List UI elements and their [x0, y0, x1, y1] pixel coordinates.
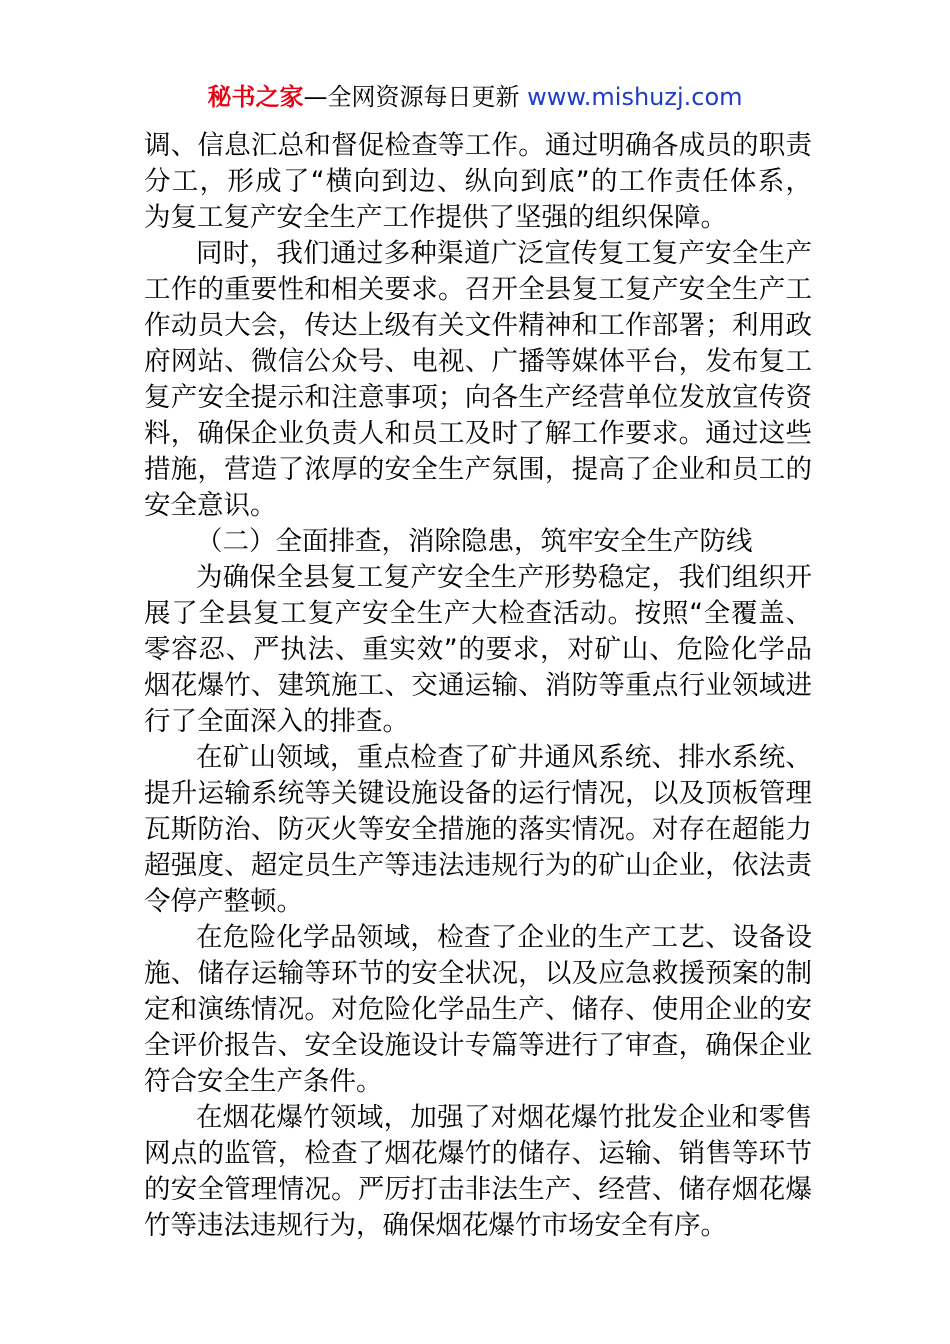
paragraph-start-line: 在危险化学品领域，检查了企业的生产工艺、设备设 [196, 922, 812, 953]
text-line: 府网站、微信公众号、电视、广播等媒体平台，发布复工 [144, 346, 812, 377]
document-body [144, 128, 812, 1244]
text-line: 措施，营造了浓厚的安全生产氛围，提高了企业和员工的 [144, 454, 812, 485]
text-line: 提升运输系统等关键设施设备的运行情况，以及顶板管理 [144, 778, 812, 809]
text-line: 复产安全提示和注意事项；向各生产经营单位发放宣传资 [144, 382, 812, 413]
text-line: 超强度、超定员生产等违法违规行为的矿山企业，依法责 [144, 850, 812, 881]
text-line: 定和演练情况。对危险化学品生产、储存、使用企业的安 [144, 994, 812, 1025]
site-tagline: —全网资源每日更新 [303, 83, 528, 111]
paragraph-start-line: 在矿山领域，重点检查了矿井通风系统、排水系统、 [196, 742, 812, 773]
text-line: 施、储存运输等环节的安全状况，以及应急救援预案的制 [144, 958, 812, 989]
text-line: 零容忍、严执法、重实效”的要求，对矿山、危险化学品 [144, 634, 812, 665]
text-line: 烟花爆竹、建筑施工、交通运输、消防等重点行业领域进 [144, 670, 812, 701]
site-url-link[interactable]: www.mishuzj.com [527, 83, 743, 111]
text-line: 行了全面深入的排查。 [144, 706, 409, 737]
text-line: 符合安全生产条件。 [144, 1066, 383, 1097]
text-line: 竹等违法违规行为，确保烟花爆竹市场安全有序。 [144, 1210, 727, 1241]
text-line: 为复工复产安全生产工作提供了坚强的组织保障。 [144, 202, 727, 233]
paragraph-start-line: 同时，我们通过多种渠道广泛宣传复工复产安全生产 [196, 238, 812, 269]
text-line: 全评价报告、安全设施设计专篇等进行了审查，确保企业 [144, 1030, 812, 1061]
text-line: 料，确保企业负责人和员工及时了解工作要求。通过这些 [144, 418, 812, 449]
site-brand: 秘书之家 [207, 83, 304, 111]
text-line: 的安全管理情况。严厉打击非法生产、经营、储存烟花爆 [144, 1174, 812, 1205]
text-line: 网点的监管，检查了烟花爆竹的储存、运输、销售等环节 [144, 1138, 812, 1169]
text-line: 令停产整顿。 [144, 886, 303, 917]
text-line: 工作的重要性和相关要求。召开全县复工复产安全生产工 [144, 274, 812, 305]
text-line: 作动员大会，传达上级有关文件精神和工作部署；利用政 [144, 310, 812, 341]
text-line: 调、信息汇总和督促检查等工作。通过明确各成员的职责 [144, 130, 812, 161]
text-line: 分工，形成了“横向到边、纵向到底”的工作责任体系， [144, 166, 812, 197]
section-heading: （二）全面排查，消除隐患，筑牢安全生产防线 [196, 526, 753, 557]
page-header [0, 80, 950, 114]
text-line: 展了全县复工复产安全生产大检查活动。按照“全覆盖、 [144, 598, 812, 629]
paragraph-start-line: 为确保全县复工复产安全生产形势稳定，我们组织开 [196, 562, 812, 593]
text-line: 安全意识。 [144, 490, 277, 521]
paragraph-start-line: 在烟花爆竹领域，加强了对烟花爆竹批发企业和零售 [196, 1102, 812, 1133]
text-line: 瓦斯防治、防灭火等安全措施的落实情况。对存在超能力 [144, 814, 812, 845]
